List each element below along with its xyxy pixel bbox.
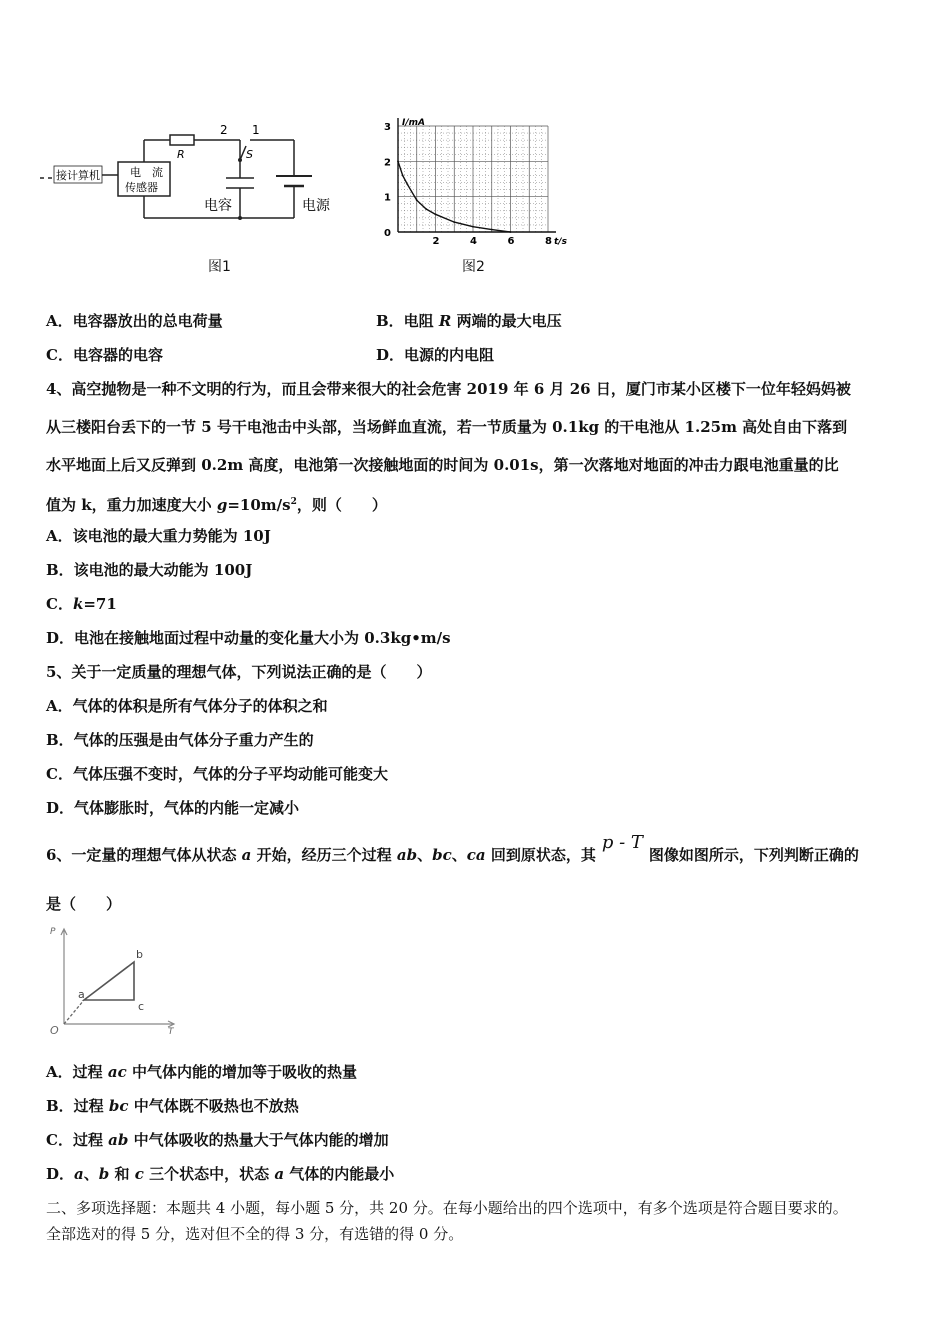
q3-option-a[interactable]: A．电容器放出的总电荷量 [46, 312, 223, 330]
point-c-label: c [138, 1000, 145, 1013]
data-point [472, 226, 474, 228]
q3-option-c[interactable]: C．电容器的电容 [46, 346, 163, 364]
q5-stem: 5、关于一定质量的理想气体，下列说法正确的是（ ） [46, 663, 432, 681]
q5-option-c[interactable]: C．气体压强不变时，气体的分子平均动能可能变大 [46, 765, 388, 783]
data-point [425, 208, 427, 210]
q4-option-d[interactable]: D．电池在接触地面过程中动量的变化量大小为 0.3kg•m/s [46, 629, 451, 647]
q5-option-b[interactable]: B．气体的压强是由气体分子重力产生的 [46, 731, 314, 749]
y-tick-label: 2 [384, 157, 391, 169]
x-tick-label: 2 [432, 236, 440, 247]
q6-option-b[interactable]: B．过程 bc 中气体既不吸热也不放热 [46, 1097, 299, 1115]
switch-pos-2: 2 [220, 123, 228, 137]
q5-option-d[interactable]: D．气体膨胀时，气体的内能一定减小 [46, 799, 300, 817]
q4-stem-line1: 4、高空抛物是一种不文明的行为，而且会带来很大的社会危害 2019 年 6 月 26 日，厦门市某小区楼下一位年轻妈妈被 [46, 380, 851, 398]
q4-stem-line2: 从三楼阳台丢下的一节 5 号干电池击中头部，当场鲜血直流，若一节质量为 0.1kg 的干电池从 1.25m 高处自由下落到 [46, 418, 848, 436]
q4-option-a[interactable]: A．该电池的最大重力势能为 10J [46, 527, 271, 545]
figure1-caption: 图1 [208, 259, 231, 275]
y-tick-label: 1 [384, 192, 391, 204]
data-point [510, 231, 512, 233]
figure1-circuit [40, 118, 350, 228]
computer-label: 接计算机 [56, 169, 100, 182]
q5-option-a[interactable]: A．气体的体积是所有气体分子的体积之和 [46, 697, 328, 715]
data-point [453, 221, 455, 223]
y-tick-label: 3 [384, 122, 391, 133]
switch-label: S [246, 148, 253, 161]
section2-heading-line1: 二、多项选择题：本题共 4 小题，每小题 5 分，共 20 分。在每小题给出的四个选项中，有多个选项是符合题目要求的。 [46, 1199, 848, 1217]
x-tick-label: 4 [470, 236, 477, 247]
abc-cycle [84, 962, 134, 1000]
capacitor-label: 电容 [204, 198, 232, 214]
figure2-caption: 图2 [462, 259, 485, 275]
q3-option-d[interactable]: D．电源的内电阻 [376, 346, 495, 364]
switch-pos-1: 1 [252, 123, 260, 137]
sensor-label-2: 传感器 [125, 181, 158, 194]
q6-option-a[interactable]: A．过程 ac 中气体内能的增加等于吸收的热量 [46, 1063, 357, 1081]
source-label: 电源 [302, 198, 330, 214]
data-point [491, 229, 493, 231]
data-point [397, 160, 399, 162]
q6-pt-graph [44, 924, 184, 1036]
q4-option-b[interactable]: B．该电池的最大动能为 100J [46, 561, 253, 579]
q6-stem-line1: 6、一定量的理想气体从状态 a 开始，经历三个过程 ab、bc、ca 回到原状态，其p - T图像如图所示，下列判断正确的 [46, 832, 859, 864]
data-point [416, 199, 418, 201]
y-axis-label: I/mA [402, 118, 425, 128]
resistor-label: R [177, 148, 185, 161]
sensor-label-1: 电 流 [130, 166, 163, 179]
point-a-label: a [78, 988, 85, 1001]
q6-option-d[interactable]: D．a、b 和 c 三个状态中，状态 a 气体的内能最小 [46, 1165, 395, 1183]
x-tick-label: 6 [507, 236, 515, 247]
figure2-chart [378, 108, 568, 248]
data-point [406, 183, 408, 185]
q4-stem-line4: 值为 k，重力加速度大小 $g=10m/s^2$，则（ ） [46, 496, 387, 514]
resistor [170, 135, 194, 145]
q6-stem-line2: 是（ ） [46, 895, 122, 913]
q3-option-b[interactable]: B．电阻 R 两端的最大电压 [376, 312, 562, 330]
section2-heading-line2: 全部选对的得 5 分，选对但不全的得 3 分，有选错的得 0 分。 [46, 1225, 464, 1243]
q4-stem-line3: 水平地面上后又反弹到 0.2m 高度，电池第一次接触地面的时间为 0.01s，第一次落地对地面的冲击力跟电池重量的比 [46, 456, 839, 474]
data-point [435, 213, 437, 215]
axis-t-label: T [168, 1027, 174, 1036]
data-point [402, 175, 404, 177]
q4-option-c[interactable]: C．k=71 [46, 595, 117, 613]
x-axis-label: t/s [554, 237, 567, 247]
y-tick-label: 0 [384, 228, 391, 239]
point-b-label: b [136, 948, 143, 961]
q6-option-c[interactable]: C．过程 ab 中气体吸收的热量大于气体内能的增加 [46, 1131, 389, 1149]
axis-p-label: P [50, 927, 56, 937]
origin-label: O [50, 1024, 59, 1036]
x-tick-label: 8 [545, 236, 552, 247]
